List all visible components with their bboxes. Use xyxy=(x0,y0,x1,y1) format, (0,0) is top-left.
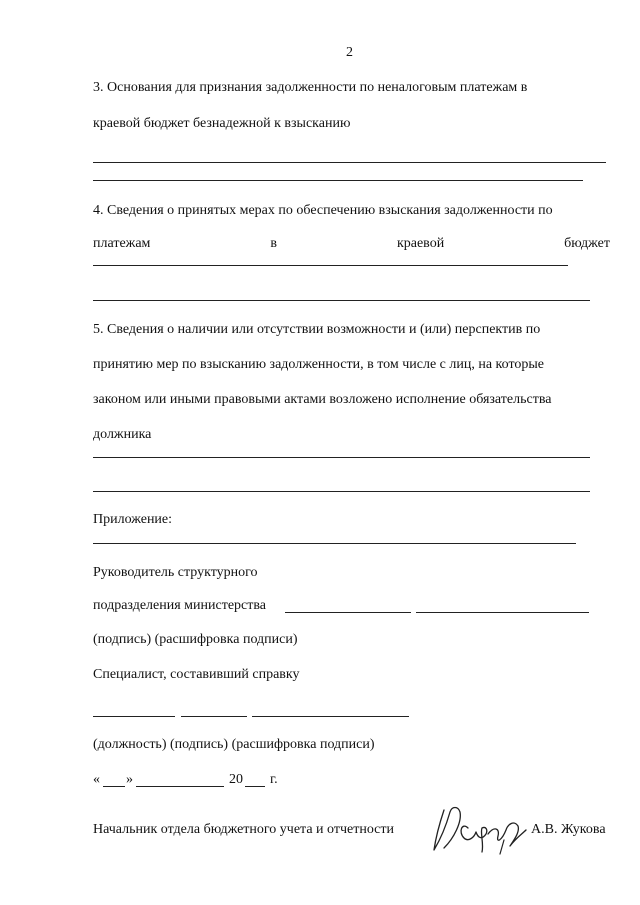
specialist-label: Специалист, составивший справку xyxy=(93,667,300,682)
month-line xyxy=(136,786,224,787)
date-year-prefix: 20 xyxy=(229,772,243,787)
footer-name: А.В. Жукова xyxy=(531,822,606,837)
fill-line xyxy=(93,180,583,181)
footer-position: Начальник отдела бюджетного учета и отчетности xyxy=(93,822,395,837)
section-5-line-1: 5. Сведения о наличии или отсутствии возможности и (или) перспектив по xyxy=(93,322,541,337)
section-4-word: платежам xyxy=(93,236,151,251)
section-4-line-2 xyxy=(93,236,610,252)
signature-decoding-line xyxy=(252,716,409,717)
section-5-line-2: принятию мер по взысканию задолженности, в том числе с лиц, на которые xyxy=(93,357,545,372)
page-number: 2 xyxy=(346,45,353,60)
position-line xyxy=(93,716,175,717)
section-4-word: в xyxy=(270,236,277,251)
fill-line xyxy=(93,162,606,163)
head-title-line-1: Руководитель структурного xyxy=(93,565,258,580)
date-close-quote: » xyxy=(126,772,133,787)
head-signature-caption: (подпись) (расшифровка подписи) xyxy=(93,632,298,647)
date-year-suffix: г. xyxy=(270,772,278,787)
signature-line xyxy=(181,716,247,717)
handwritten-signature xyxy=(430,800,530,856)
section-5-line-3: законом или иными правовыми актами возложено исполнение обязательства xyxy=(93,392,552,407)
fill-line xyxy=(93,265,568,266)
signature-line xyxy=(285,612,411,613)
section-3-line-1: 3. Основания для признания задолженности по неналоговым платежам в xyxy=(93,80,528,95)
section-4-line-1: 4. Сведения о принятых мерах по обеспечению взыскания задолженности по xyxy=(93,203,553,218)
section-5-line-4: должника xyxy=(93,427,152,442)
attachment-label: Приложение: xyxy=(93,512,173,527)
date-open-quote: « xyxy=(93,772,100,787)
section-4-word: бюджет xyxy=(564,236,610,251)
section-4-word: краевой xyxy=(396,236,445,251)
specialist-signature-caption: (должность) (подпись) (расшифровка подписи) xyxy=(93,737,375,752)
signature-decoding-line xyxy=(416,612,589,613)
section-3-line-2: краевой бюджет безнадежной к взысканию xyxy=(93,116,351,131)
year-line xyxy=(245,786,265,787)
day-line xyxy=(103,786,125,787)
fill-line xyxy=(93,491,590,492)
fill-line xyxy=(93,457,590,458)
fill-line xyxy=(93,543,576,544)
fill-line xyxy=(93,300,590,301)
head-title-line-2: подразделения министерства xyxy=(93,598,267,613)
